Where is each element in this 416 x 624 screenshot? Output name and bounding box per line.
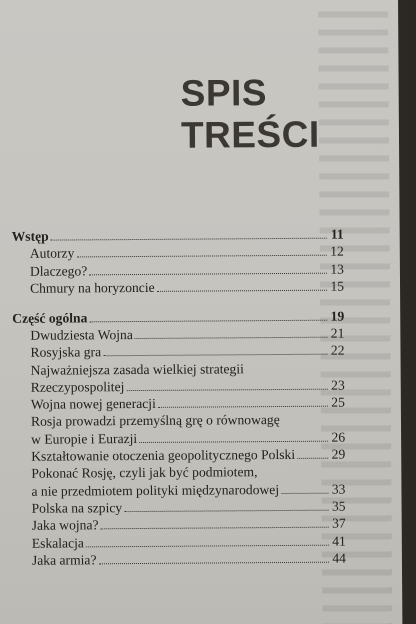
toc-page-number: 33: [331, 481, 346, 497]
dot-leader: [101, 527, 329, 530]
toc-label: Rzeczypospolitej: [30, 378, 125, 395]
toc-page-number: 44: [332, 550, 346, 566]
toc-label: Rosja prowadzi przemyślną grę o równowagę: [30, 412, 280, 429]
toc-label: Najważniejsza zasada wielkiej strategii: [30, 360, 244, 378]
dot-leader: [157, 289, 327, 291]
toc-page-number: 15: [330, 278, 345, 294]
toc-page-number: 37: [332, 515, 346, 532]
dot-leader: [135, 337, 328, 339]
dot-leader: [89, 272, 327, 275]
toc-label: Kształtowanie otoczenia geopolitycznego Polski: [31, 446, 296, 464]
toc-entry: [14, 549, 346, 569]
toc-label: a nie przedmiotem polityki międzynarodowej: [31, 482, 280, 499]
dot-leader: [76, 255, 326, 258]
toc-entry: [12, 277, 344, 297]
dot-leader: [98, 561, 328, 564]
toc-label: Dwudziesta Wojna: [30, 327, 133, 343]
table-of-contents: [12, 226, 346, 569]
toc-label: Eskalacja: [31, 534, 84, 551]
toc-entry-continuation: [13, 480, 345, 500]
toc-page-number: 11: [330, 226, 344, 242]
toc-page-number: 29: [331, 446, 346, 462]
toc-label: w Europie i Eurazji: [31, 430, 138, 447]
dot-leader: [86, 544, 329, 547]
toc-label: Chmury na horyzoncie: [29, 279, 155, 296]
toc-label: Dlaczego?: [29, 262, 88, 279]
toc-page-number: 41: [332, 533, 346, 549]
toc-label: Jaka wojna?: [31, 517, 99, 534]
page-title: SPIS TREŚCI: [180, 72, 320, 156]
toc-page-number: 22: [330, 342, 345, 358]
toc-label: Część ogólna: [12, 310, 88, 326]
toc-label: Wojna nowej generacji: [30, 395, 156, 412]
toc-label: Autorzy: [29, 245, 75, 262]
dot-leader: [139, 441, 328, 443]
toc-page-number: 25: [331, 394, 345, 410]
dot-leader: [126, 388, 327, 390]
toc-label: Polska na szpicy: [31, 500, 123, 516]
dot-leader: [158, 406, 328, 408]
toc-page-number: 21: [330, 325, 345, 341]
toc-label: Jaka armia?: [31, 552, 97, 568]
toc-page-number: 19: [330, 308, 345, 324]
toc-entry-continuation: [13, 428, 345, 448]
toc-page-number: 13: [330, 261, 344, 277]
toc-page-number: 26: [331, 429, 346, 445]
toc-page-number: 12: [330, 243, 344, 260]
toc-label: Wstęp: [11, 228, 49, 245]
dot-leader: [103, 354, 327, 357]
dot-leader: [297, 458, 328, 459]
toc-label: Pokonać Rosję, czyli jak być podmiotem,: [31, 464, 258, 481]
dot-leader: [51, 238, 327, 241]
dot-leader: [89, 320, 327, 323]
toc-page-number: 35: [331, 498, 346, 514]
toc-label: Rosyjska gra: [30, 344, 102, 361]
toc-page-number: 23: [331, 377, 345, 393]
dot-leader: [124, 510, 328, 512]
dot-leader: [281, 493, 328, 494]
